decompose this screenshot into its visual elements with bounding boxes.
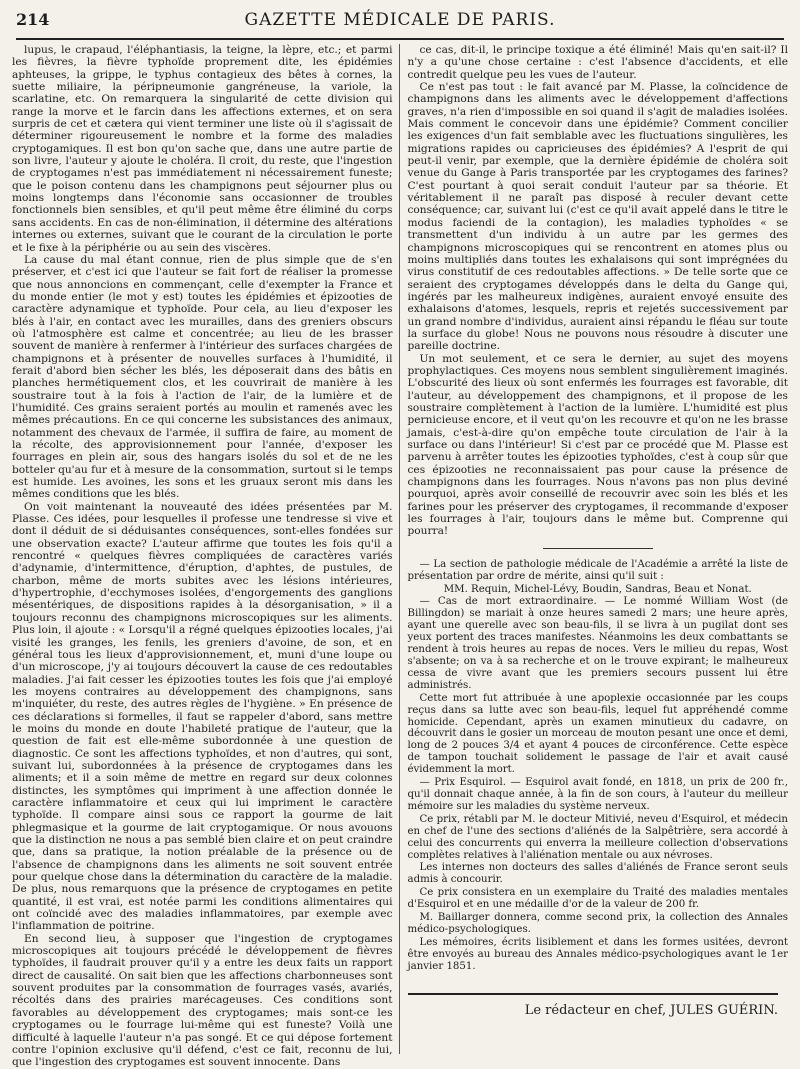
right-paragraph-3: Un mot seulement, et ce sera le dernier, au sujet des moyens prophylactiques. Ces moyens nous semblent singulièrement imaginés. L'obscurité des lieux où sont enfermés les fourrages est favorable, dit l'auteur, au développement des champignons, et il propose de les soustraire complètement à l'action de la lumière. L'humidité est plus pernicieuse encore, et il veut qu'on les recouvre et qu'on ne les brasse jamais, c'est-à-dire qu'on empêche toute circulation de l'air à la surface ou dans l'intérieur! Si c'est par ce procédé que M. Plasse est parvenu à arrêter toutes les épizooties typhoïdes, c'est à coup sûr que ces épizooties ne reconnaissaient pas pour cause la présence de champignons dans les fourrages. Nous n'avons pas non plus deviné pourquoi, après avoir conseillé de recouvrir avec soin les blés et les farines pour les préserver des cryptogames, il recommande d'exposer les fourrages à l'air, toujours dans le même but. Comprenne qui pourra! <box>407 352 788 538</box>
news-item-7: Les internes non docteurs des salles d'aliénés de France seront seuls admis à concourir. <box>407 862 788 886</box>
news-item-1: — La section de pathologie médicale de l'Académie a arrêté la liste de présentation par ordre de mérite, ainsi qu'il suit : <box>407 558 788 582</box>
news-item-3: — Cas de mort extraordinaire. — Le nommé William Wost (de Billingdon) se mariait à onze heures samedi 2 mars; une heure après, ayant une querelle avec son beau-fils, il se livra à un pugilat dont ses yeux portent des traces manifestes. Néanmoins les deux combattants se rendent à trois heures au repas de noces. Vers le milieu du repas, Wost s'absente; on va à sa recherche et on le trouve expirant; le malheureux cessa de vivre avant que les premiers secours pussent lui être administrés. <box>407 596 788 691</box>
left-paragraph-2: La cause du mal étant connue, rien de plus simple que de s'en préserver, et c'est ici que l'auteur se fait fort de réaliser la promesse que nous annoncions en commençant, celle d'exempter la France et du monde entier (le mot y est) toutes les épidémies et épizooties de caractère adynamique et typhoïde. Pour cela, au lieu d'exposer les blés à l'air, en contact avec les murailles, dans des greniers obscurs où l'atmosphère est calme et concentrée; au lieu de les brasser souvent de manière à renfermer à l'intérieur des surfaces chargées de champignons et à présenter de nouvelles surfaces à l'humidité, il ferait d'abord bien sécher les blés, les déposerait dans des bâtis en planches hermétiquement clos, et les couvrirait de manière à les soustraire tout à la fois à l'action de l'air, de la lumière et de l'humidité. Ces grains seraient portés au moulin et ramenés avec les mêmes précautions. En ce qui concerne les subsistances des animaux, notamment des chevaux de l'armée, il suffira de faire, au moment de la récolte, des approvisionnement pour l'année, d'exposer les fourrages en plein air, sous des hangars isolés du sol et de ne les botteler qu'au fur et à mesure de la consommation, surtout si le temps est humide. Les avoines, les sons et les gruaux seront mis dans les mêmes conditions que les blés. <box>12 253 393 501</box>
left-paragraph-3: On voit maintenant la nouveauté des idées présentées par M. Plasse. Ces idées, pour lesquelles il professe une tendresse si vive et dont il déduit de si déduisantes conséquences, sont-elles fondées sur une observation exacte? L'auteur affirme que toutes les fois qu'il a rencontré « quelques fièvres compliquées de caractères variés d'adynamie, d'intermittence, d'éruption, d'aphtes, de pustules, de charbon, même de morts subites avec les lésions intérieures, d'hypertrophie, d'ecchymoses isolées, d'engorgements des ganglions mésentériques, de dispositions rapides à la désorganisation, » il a toujours reconnu des champignons microscopiques sur les aliments. Plus loin, il ajoute : « Lorsqu'il a régné quelques épizooties locales, j'ai visité les granges, les fenils, les greniers d'avoine, de son, et en général tous les lieux d'approvisionnement, et, muni d'une loupe ou d'un microscope, j'y ai toujours découvert la cause de ces redoutables maladies. J'ai fait cesser les épizooties toutes les fois que j'ai employé les moyens contraires au développement des champignons, sans m'inquiéter, du reste, des autres règles de l'hygiène. » En présence de ces déclarations si formelles, il faut se rappeler d'abord, sans mettre le moins du monde en doute l'habileté pratique de l'auteur, que la question de fait est elle-même subordonnée à une question de diagnostic. Ce sont les affections typhoïdes, et non d'autres, qui sont, suivant lui, subordonnées à la présence de cryptogames dans les aliments; et il a soin même de mettre en regard sur deux colonnes distinctes, les symptômes qui impriment à une affection donnée le caractère inflammatoire et ceux qui lui impriment le caractère typhoïde. Il compare ainsi sous ce rapport la gourme de lait phlegmasique et la gourme de lait cryptogamique. Or nous avouons que la distinction ne nous a pas semblé bien claire et on peut craindre que, dans sa pratique, la notion préalable de la présence ou de l'absence de champignons dans les aliments ne soit souvent entrée pour quelque chose dans la détermination du caractère de la maladie. De plus, nous remarquons que la présence de cryptogames en petite quantité, il est vrai, est notée parmi les conditions alimentaires qui ont coïncidé avec des maladies inflammatoires, par exemple avec l'inflammation de poitrine. <box>12 500 393 933</box>
page-number: 214 <box>16 10 50 29</box>
right-column <box>400 44 789 1054</box>
left-column <box>12 44 400 1069</box>
page-title: GAZETTE MÉDICALE DE PARIS. <box>244 10 556 30</box>
editor-signature: Le rédacteur en chef, JULES GUÉRIN. <box>524 1002 778 1018</box>
right-paragraph-2: Ce n'est pas tout : le fait avancé par M. Plasse, la coïncidence de champignons dans les aliments avec le développement d'affections graves, n'a rien d'impossible en soi quand il s'agit de maladies isolées. Mais comment le concevoir dans une épidémie? Comment concilier les exigences d'un fait semblable avec les fluctuations singulières, les migrations rapides ou capricieuses des épidémies? A l'esprit de qui peut-il venir, par exemple, que la dernière épidémie de choléra soit venue du Gange à Paris transportée par les cryptogames des farines? C'est pourtant à quoi serait conduit l'auteur par sa théorie. Et véritablement il ne paraît pas disposé à reculer devant cette conséquence; car, suivant lui (c'est ce qu'il avait appelé dans le titre le modus faciendi de la contagion), les maladies typhoïdes « se transmettent d'un individu à un autre par les germes des champignons microscopiques qui se rencontrent en atomes plus ou moins multipliés dans toutes les exhalaisons qui sont imprégnées du virus constitutif de ces redoutables affections. » De telle sorte que ce seraient des cryptogames développés dans le delta du Gange qui, ingérés par les malheureux indigènes, auraient envoyé ensuite des exhalaisons d'atomes, lesquels, repris et rejetés successivement par un grand nombre d'individus, auraient ainsi répandu le fléau sur toute la surface du globe! Nous ne pouvons nous résoudre à discuter une pareille doctrine. <box>407 81 788 353</box>
left-paragraph-4: En second lieu, à supposer que l'ingestion de cryptogames microscopiques ait toujours précédé le développement de fièvres typhoïdes, il faudrait prouver qu'il y a entre les deux faits un rapport direct de causalité. On sait bien que les affections charbonneuses sont souvent produites par la consommation de fourrages vasés, avariés, récoltés dans des prairies marécageuses. Ces conditions sont favorables au développement des cryptogames; mais sont-ce les cryptogames ou le fourrage lui-même qui est funeste? Voilà une difficulté à laquelle l'auteur n'a pas songé. Et ce qui dépose fortement contre l'opinion exclusive qu'il défend, c'est ce fait, reconnu de lui, que l'ingestion des cryptogames est souvent innocente. Dans <box>12 932 393 1069</box>
news-item-10: Les mémoires, écrits lisiblement et dans les formes usitées, devront être envoyés au bureau des Annales médico-psychologiques avant le 1er janvier 1851. <box>407 936 788 972</box>
news-item-9: M. Baillarger donnera, comme second prix, la collection des Annales médico-psychologiques. <box>407 912 788 935</box>
section-divider <box>543 548 653 549</box>
news-item-4: Cette mort fut attribuée à une apoplexie occasionnée par les coups reçus dans sa lutte avec son beau-fils, lequel fut appréhendé comme homicide. Cependant, après un examen minutieux du cadavre, on découvrit dans le gosier un morceau de mouton pesant une once et demi, long de 2 pouces 3/4 et ayant 4 pouces de circonférence. Cette espèce de tampon touchait solidement le passage de l'air et avait causé évidemment la mort. <box>407 692 788 776</box>
columns <box>12 44 788 1069</box>
news-item-5: — Prix Esquirol. — Esquirol avait fondé, en 1818, un prix de 200 fr., qu'il donnait chaque année, à la fin de son cours, à l'auteur du meilleur mémoire sur les maladies du système nerveux. <box>407 777 788 812</box>
end-divider <box>408 993 778 995</box>
news-item-2: MM. Requin, Michel-Lévy, Boudin, Sandras, Beau et Nonat. <box>443 583 752 595</box>
left-paragraph-1: lupus, le crapaud, l'éléphantiasis, la teigne, la lèpre, etc.; et parmi les fièvres, la fièvre typhoïde proprement dite, les épidémies aphteuses, la grippe, le typhus contagieux des bêtes à cornes, la suette miliaire, la péripneumonie gangréneuse, la variole, la scarlatine, etc. On remarquera la singularité de cette division qui range la morve et le farcin dans les affections externes, et on sera surpris de cet et cætera qui vient terminer une liste où il s'agissait de déterminer rigoureusement le nombre et la forme des maladies cryptogamiques. Il est bon qu'on sache que, dans une autre partie de son livre, l'auteur y ajoute le choléra. Il croit, du reste, que l'ingestion de cryptogames n'est pas immédiatement ni nécessairement funeste; que le poison contenu dans les champignons peut séjourner plus ou moins longtemps dans l'économie sans occasionner de troubles fonctionnels bien sensibles, et qu'il peut même être éliminé du corps sans accidents. En cas de non-élimination, il détermine des altérations internes ou externes, suivant que le courant de la circulation le porte et le fixe à la périphérie ou au sein des viscères. <box>12 44 393 254</box>
page-header <box>16 10 784 40</box>
right-paragraph-1: ce cas, dit-il, le principe toxique a été éliminé! Mais qu'en sait-il? Il n'y a qu'une chose certaine : c'est l'absence d'accidents, et elle contredit quelque peu les vues de l'auteur. <box>407 44 788 81</box>
news-section <box>408 559 789 973</box>
news-item-8: Ce prix consistera en un exemplaire du Traité des maladies mentales d'Esquirol et en une médaille d'or de la valeur de 200 fr. <box>407 887 788 911</box>
news-item-6: Ce prix, rétabli par M. le docteur Mitivié, neveu d'Esquirol, et médecin en chef de l'une des sections d'aliénés de la Salpêtrière, sera accordé à celui des concurrents qui enverra la meilleure collection d'observations complètes relatives à l'aliénation mentale ou aux névroses. <box>407 813 788 861</box>
